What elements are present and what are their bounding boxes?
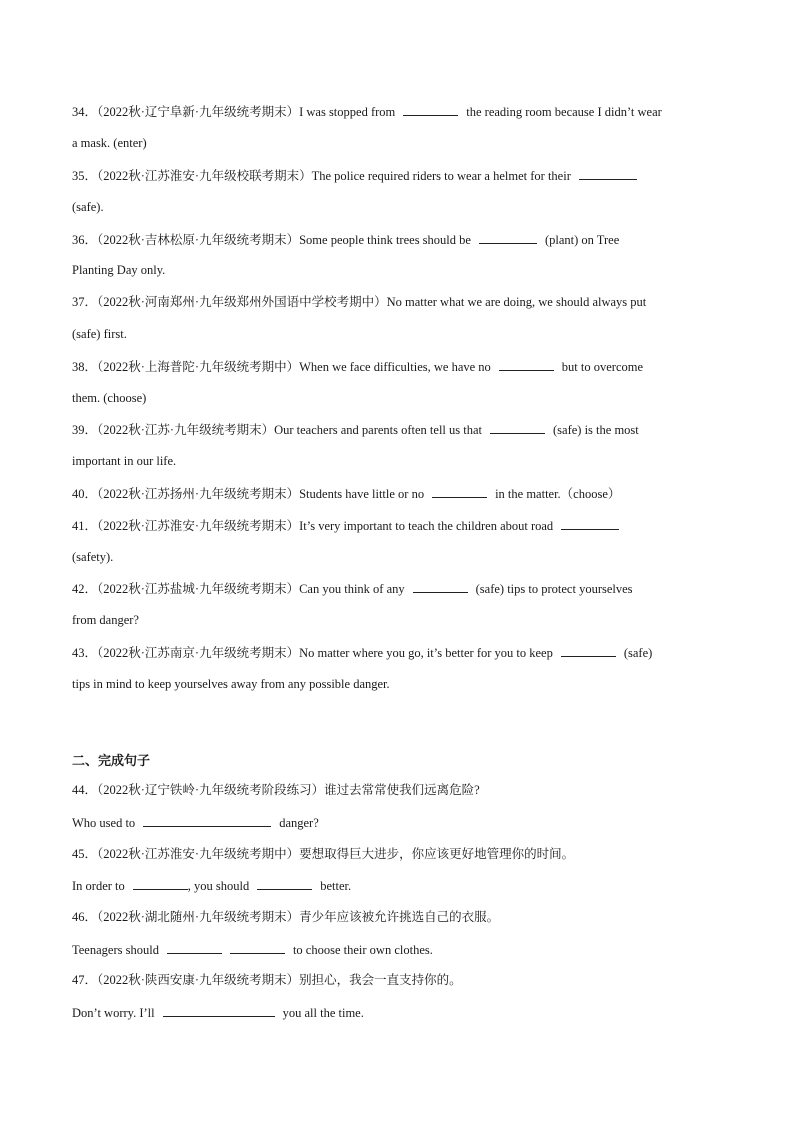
question-text: (safety). xyxy=(72,550,114,564)
question-chinese: 别担心，我会一直支持你的。 xyxy=(299,973,462,987)
question-chinese: 青少年应该被允许挑选自己的衣服。 xyxy=(299,910,500,924)
question-number: 39． xyxy=(72,423,98,437)
question-47-english xyxy=(72,1004,732,1021)
section-title: 二、完成句子 xyxy=(72,754,151,769)
question-44-english xyxy=(72,814,732,831)
question-number: 37． xyxy=(72,295,98,309)
question-text: to choose their own clothes. xyxy=(292,943,433,957)
question-text: Our teachers and parents often tell us that xyxy=(274,423,483,437)
question-text: (safe) tips to protect yourselves xyxy=(475,582,633,596)
question-source: （2022秋·辽宁阜新·九年级统考期末） xyxy=(97,105,300,119)
question-46 xyxy=(72,909,732,925)
question-35-cont xyxy=(72,199,732,215)
question-source: （2022秋·江苏扬州·九年级统考期末） xyxy=(97,487,300,501)
question-number: 42． xyxy=(72,582,98,596)
question-37-cont xyxy=(72,326,732,342)
question-source: （2022秋·江苏淮安·九年级校联考期末） xyxy=(97,169,312,183)
question-39 xyxy=(72,421,732,438)
question-source: （2022秋·江苏淮安·九年级统考期中） xyxy=(97,847,300,861)
question-text: danger? xyxy=(279,816,319,830)
question-text: In order to xyxy=(72,879,125,893)
answer-blank[interactable] xyxy=(230,941,285,954)
answer-blank[interactable] xyxy=(479,231,537,244)
answer-blank[interactable] xyxy=(561,644,616,657)
question-text: you all the time. xyxy=(282,1006,364,1020)
question-text: (plant) on Tree xyxy=(544,233,620,247)
question-source: （2022秋·陕西安康·九年级统考期末） xyxy=(97,973,300,987)
question-38 xyxy=(72,358,732,375)
question-source: （2022秋·辽宁铁岭·九年级统考阶段练习） xyxy=(97,783,325,797)
question-number: 34． xyxy=(72,105,98,119)
answer-blank[interactable] xyxy=(403,103,458,116)
question-source: （2022秋·上海普陀·九年级统考期中） xyxy=(97,360,300,374)
question-text: from danger? xyxy=(72,613,139,627)
question-text: but to overcome xyxy=(561,360,644,374)
question-43 xyxy=(72,644,732,661)
answer-blank[interactable] xyxy=(579,167,637,180)
question-source: （2022秋·江苏·九年级统考期末） xyxy=(97,423,275,437)
question-47 xyxy=(72,972,732,988)
question-text: (safe) is the most xyxy=(553,423,639,437)
question-40 xyxy=(72,485,732,502)
question-number: 41． xyxy=(72,519,98,533)
question-text: , you should xyxy=(187,879,250,893)
question-number: 36． xyxy=(72,233,98,247)
question-text: the reading room because I didn’t wear xyxy=(466,105,662,119)
question-number: 43． xyxy=(72,646,98,660)
question-text: Don’t worry. I’ll xyxy=(72,1006,155,1020)
question-text: The police required riders to wear a helmet for their xyxy=(311,169,571,183)
answer-blank[interactable] xyxy=(413,580,468,593)
question-text: them. (choose) xyxy=(72,391,147,405)
question-number: 40． xyxy=(72,487,98,501)
question-number: 45． xyxy=(72,847,98,861)
answer-blank[interactable] xyxy=(163,1004,275,1017)
answer-blank[interactable] xyxy=(133,877,188,890)
question-number: 44． xyxy=(72,783,98,797)
question-text: better. xyxy=(320,879,352,893)
question-text: a mask. (enter) xyxy=(72,136,147,150)
answer-blank[interactable] xyxy=(490,421,545,434)
question-text: Can you think of any xyxy=(299,582,405,596)
question-number: 38． xyxy=(72,360,98,374)
question-37 xyxy=(72,294,732,310)
answer-blank[interactable] xyxy=(167,941,222,954)
question-39-cont xyxy=(72,453,732,469)
answer-blank[interactable] xyxy=(257,877,312,890)
question-text: It’s very important to teach the children about road xyxy=(299,519,554,533)
question-number: 46． xyxy=(72,910,98,924)
answer-blank[interactable] xyxy=(499,358,554,371)
answer-blank[interactable] xyxy=(143,814,271,827)
question-text: Planting Day only. xyxy=(72,263,166,277)
question-chinese: 要想取得巨大进步，你应该更好地管理你的时间。 xyxy=(299,847,575,861)
answer-blank[interactable] xyxy=(561,517,619,530)
question-source: （2022秋·河南郑州·九年级郑州外国语中学校考期中） xyxy=(97,295,387,309)
question-text: No matter where you go, it’s better for you to keep xyxy=(299,646,553,660)
question-source: （2022秋·江苏淮安·九年级统考期末） xyxy=(97,519,300,533)
question-42 xyxy=(72,580,732,597)
question-text: No matter what we are doing, we should always put xyxy=(386,295,647,309)
question-text: When we face difficulties, we have no xyxy=(299,360,491,374)
answer-blank[interactable] xyxy=(432,485,487,498)
question-text: Some people think trees should be xyxy=(299,233,471,247)
question-source: （2022秋·江苏南京·九年级统考期末） xyxy=(97,646,300,660)
question-number: 47． xyxy=(72,973,98,987)
question-36-cont xyxy=(72,262,732,278)
question-44 xyxy=(72,782,732,798)
question-34-cont xyxy=(72,135,732,151)
question-45-english xyxy=(72,877,732,894)
question-text: (safe) xyxy=(623,646,653,660)
question-34 xyxy=(72,103,732,120)
question-text: Teenagers should xyxy=(72,943,159,957)
question-chinese: 谁过去常常使我们远离危险? xyxy=(324,783,480,797)
question-source: （2022秋·江苏盐城·九年级统考期末） xyxy=(97,582,300,596)
question-41 xyxy=(72,517,732,534)
question-42-cont xyxy=(72,612,732,628)
question-text: (safe) first. xyxy=(72,327,127,341)
question-text: I was stopped from xyxy=(299,105,396,119)
question-source: （2022秋·吉林松原·九年级统考期末） xyxy=(97,233,300,247)
question-43-cont xyxy=(72,676,732,692)
question-41-cont xyxy=(72,549,732,565)
question-text: Who used to xyxy=(72,816,136,830)
question-text: in the matter.（choose） xyxy=(495,487,621,501)
question-text: Students have little or no xyxy=(299,487,425,501)
question-text: (safe). xyxy=(72,200,104,214)
question-36 xyxy=(72,231,732,248)
question-text: tips in mind to keep yourselves away from any possible danger. xyxy=(72,677,390,691)
question-45 xyxy=(72,846,732,862)
question-text: important in our life. xyxy=(72,454,177,468)
question-source: （2022秋·湖北随州·九年级统考期末） xyxy=(97,910,300,924)
question-35 xyxy=(72,167,732,184)
question-38-cont xyxy=(72,390,732,406)
question-46-english xyxy=(72,941,732,958)
question-number: 35． xyxy=(72,169,98,183)
